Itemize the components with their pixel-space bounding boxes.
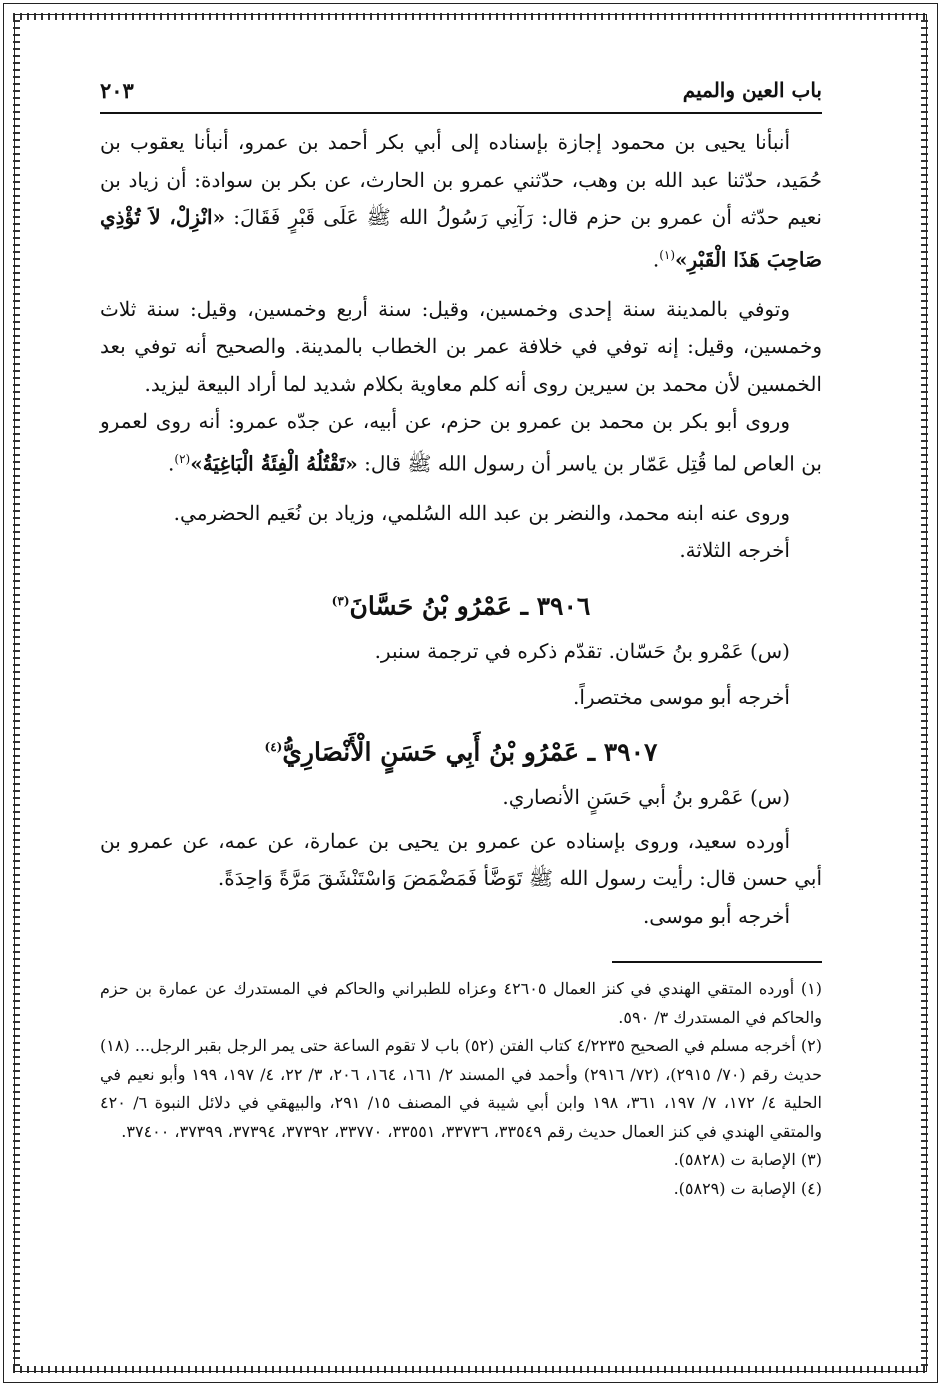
footnote-number: (١) <box>800 979 823 999</box>
entry-3907-takhrij: أخرجه أبو موسى. <box>642 903 790 928</box>
footnote-2 <box>100 1032 822 1146</box>
paragraph-end: . <box>652 247 660 272</box>
footnotes <box>100 975 822 1203</box>
entry-heading-3907 <box>100 722 822 777</box>
footnote-4 <box>100 1175 822 1204</box>
entry-3907-paragraph: أورده سعيد، وروى بإسناده عن عمرو بن يحيى بن عمارة، عن عمه، عن عمرو بن أبي حسن قال: رأيت رسول الله ﷺ تَوَضَّأ فَمَضْمَضَ وَاسْتَنْشَقَ مَرَّةً وَاحِدَةً. <box>100 828 822 891</box>
running-head <box>100 78 822 114</box>
footnote-ref: (١) <box>659 247 676 262</box>
footnote-number: (٣) <box>800 1150 822 1170</box>
footnote-ref: (٤) <box>264 740 283 755</box>
hadith-quote: «انْزِلْ، لاَ تُؤْذِي صَاحِبَ هَذَا الْقَبْرِ» <box>100 205 822 272</box>
footnote-text: أورده المتقي الهندي في كنز العمال ٤٢٦٠٥ وعزاه للطبراني والحاكم في المستدرك عن عمارة بن حزم والحاكم في المستدرك ٣/ ٥٩٠. <box>100 979 822 1027</box>
hadith-quote: «تَقْتُلُهُ الْفِئَةُ الْبَاغِيَةُ» <box>190 451 358 476</box>
paragraph-takhrij: أخرجه الثلاثة. <box>679 538 790 563</box>
paragraph-ammar-narration <box>100 403 822 483</box>
entry-heading-text: ٣٩٠٦ ـ عَمْرُو بْنُ حَسَّانَ <box>349 591 591 621</box>
entry-3906-takhrij: أخرجه أبو موسى مختصراً. <box>573 684 790 709</box>
footnote-ref: (٣) <box>331 593 350 608</box>
footnote-number: (٤) <box>800 1178 822 1198</box>
footnote-1 <box>100 975 822 1032</box>
entry-heading-text: ٣٩٠٧ ـ عَمْرُو بْنُ أَبِي حَسَنٍ الْأَنْصَارِيُّ <box>282 737 658 767</box>
footnote-text: أخرجه مسلم في الصحيح ٤/٢٢٣٥ كتاب الفتن (٥٢) باب لا تقوم الساعة حتى يمر الرجل بقبر الرجل... (١٨) حديث رقم (٧٠/ ٢٩١٥)، (٧٢/ ٢٩١٦) وأحمد في المسند ٢/ ١٦١، ١٦٤، ٢٠٦، ٣/ ٢٢، ٤/ ١٩٧، ١٩٩ وأبو نعيم في الحلية ٤/ ١٧٢، ٧/ ١٩٧، ٣٦١، ١٩٨ وابن أبي شيبة في المصنف ١٥/ ٢٩١، والبيهقي في دلائل النبوة ٦/ ٤٢٠ والمتقي الهندي في كنز العمال حديث رقم ٣٣٥٤٩، ٣٣٧٣٦، ٣٣٥٥١، ٣٣٧٧٠، ٣٧٣٩٢، ٣٧٣٩٤، ٣٧٣٩٩، ٣٧٤٠٠. <box>100 1036 823 1141</box>
footnote-ref: (٢) <box>174 451 191 466</box>
entry-3907-line: (س) عَمْرو بنُ أبي حَسَنٍ الأنصاري. <box>502 785 790 810</box>
paragraph-narrators: وروى عنه ابنه محمد، والنضر بن عبد الله السُلمي، وزياد بن نُعَيم الحضرمي. <box>173 500 790 525</box>
footnote-separator <box>612 961 822 963</box>
paragraph-text: أنبأنا يحيى بن محمود إجازة بإسناده إلى أبي بكر أحمد بن عمرو، أنبأنا يعقوب بن حُمَيد، حدّثنا عبد الله بن وهب، حدّثني عمرو بن الحارث، عن بكر بن سوادة: أن زياد بن نعيم حدّثه أن عمرو بن حزم قال: رَآنِي رَسُولُ الله ﷺ عَلَى قَبْرٍ فَقَالَ: <box>100 130 822 229</box>
running-title: باب العين والميم <box>682 78 822 102</box>
paragraph-death-date: وتوفي بالمدينة سنة إحدى وخمسين، وقيل: سنة أربع وخمسين، وقيل: سنة ثلاث وخمسين، وقيل: إنه توفي في خلافة عمر بن الخطاب بالمدينة. والصحيح أنه توفي بعد الخمسين لأن محمد بن سيرين روى أنه كلم معاوية بكلام شديد لما أراد البيعة ليزيد. <box>100 296 822 396</box>
entry-3906-line: (س) عَمْرو بنُ حَسّان. تقدّم ذكره في ترجمة سنبر. <box>374 639 790 664</box>
footnote-text: الإصابة ت (٥٨٢٩). <box>673 1178 796 1198</box>
page-number: ٢٠٣ <box>100 78 134 103</box>
paragraph-end: . <box>168 451 175 476</box>
footnote-number: (٢) <box>800 1036 822 1056</box>
footnote-3 <box>100 1146 822 1175</box>
paragraph-hadith-narration <box>100 124 822 279</box>
entry-heading-3906 <box>100 576 822 631</box>
book-page <box>100 78 822 1203</box>
footnote-text: الإصابة ت (٥٨٢٨). <box>673 1150 796 1170</box>
paragraph-text: وروى أبو بكر بن محمد بن عمرو بن حزم، عن أبيه، عن جدّه عمرو: أنه روى لعمرو بن العاص لما قُتِل عَمّار بن ياسر أن رسول الله ﷺ قال: <box>100 409 822 476</box>
